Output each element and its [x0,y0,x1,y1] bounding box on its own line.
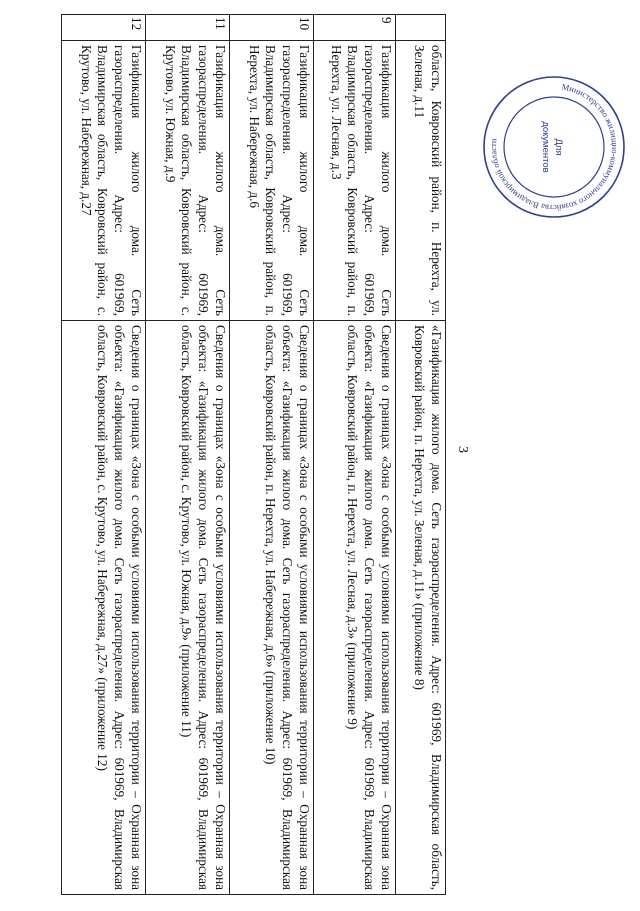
stamp-center-line2: документов [540,121,551,173]
document-cell: Сведения о границах «Зона с особыми условиями использования территории – Охранная зона объекта: «Газификация жилого дома. Сеть газораспределения. Адрес: 601969, Владимирская область, Ковровский район, с. Крутово, ул. Набережная, д.27» (приложение 12) [62,321,146,895]
table-row [314,15,396,895]
table-row [62,15,146,895]
document-cell: Сведения о границах «Зона с особыми условиями использования территории – Охранная зона объекта: «Газификация жилого дома. Сеть газораспределения. Адрес: 601969, Владимирская область, Ковровский район, п. Нерехта, ул. Набережная, д.6» (приложение 10) [230,321,314,895]
stamp-center-line1: Для [553,138,564,156]
row-number: 10 [230,15,314,41]
official-stamp [479,72,629,222]
table-row [146,15,230,895]
object-cell: область, Ковровский район, п. Нерехта, ул. Зеленая, д.11 [396,41,446,321]
row-number: 9 [314,15,396,41]
rotated-page [76,14,470,894]
object-cell: Газификация жилого дома. Сеть газораспределения. Адрес: 601969, Владимирская область, Ковровский район, п. Нерехта, ул. Лесная, д.3 [314,41,396,321]
row-number: 12 [62,15,146,41]
row-number [396,15,446,41]
document-cell: «Газификация жилого дома. Сеть газораспределения. Адрес: 601969, Владимирская область, Ковровский район, п. Нерехта, ул. Зеленая, д.11» (приложение 8) [396,321,446,895]
object-cell: Газификация жилого дома. Сеть газораспределения. Адрес: 601969, Владимирская область, Ковровский район, п. Нерехта, ул. Набережная, д.6 [230,41,314,321]
row-number: 11 [146,15,230,41]
zones-table [61,14,446,895]
stamp-ring-text: Министерство жилищно-коммунального хозяйства Владимирской области [487,81,621,214]
page-number: 3 [455,446,470,453]
document-cell: Сведения о границах «Зона с особыми условиями использования территории – Охранная зона объекта: «Газификация жилого дома. Сеть газораспределения. Адрес: 601969, Владимирская область, Ковровский район, с. Крутово, ул. Южная, д.9» (приложение 11) [146,321,230,895]
table-row [230,15,314,895]
object-cell: Газификация жилого дома. Сеть газораспределения. Адрес: 601969, Владимирская область, Ковровский район, с. Крутово, ул. Южная, д.9 [146,41,230,321]
document-cell: Сведения о границах «Зона с особыми условиями использования территории – Охранная зона объекта: «Газификация жилого дома. Сеть газораспределения. Адрес: 601969, Владимирская область, Ковровский район, п. Нерехта, ул. Лесная, д.3» (приложение 9) [314,321,396,895]
object-cell: Газификация жилого дома. Сеть газораспределения. Адрес: 601969, Владимирская область, Ковровский район, с. Крутово, ул. Набережная, д.27 [62,41,146,321]
table-row [396,15,446,895]
